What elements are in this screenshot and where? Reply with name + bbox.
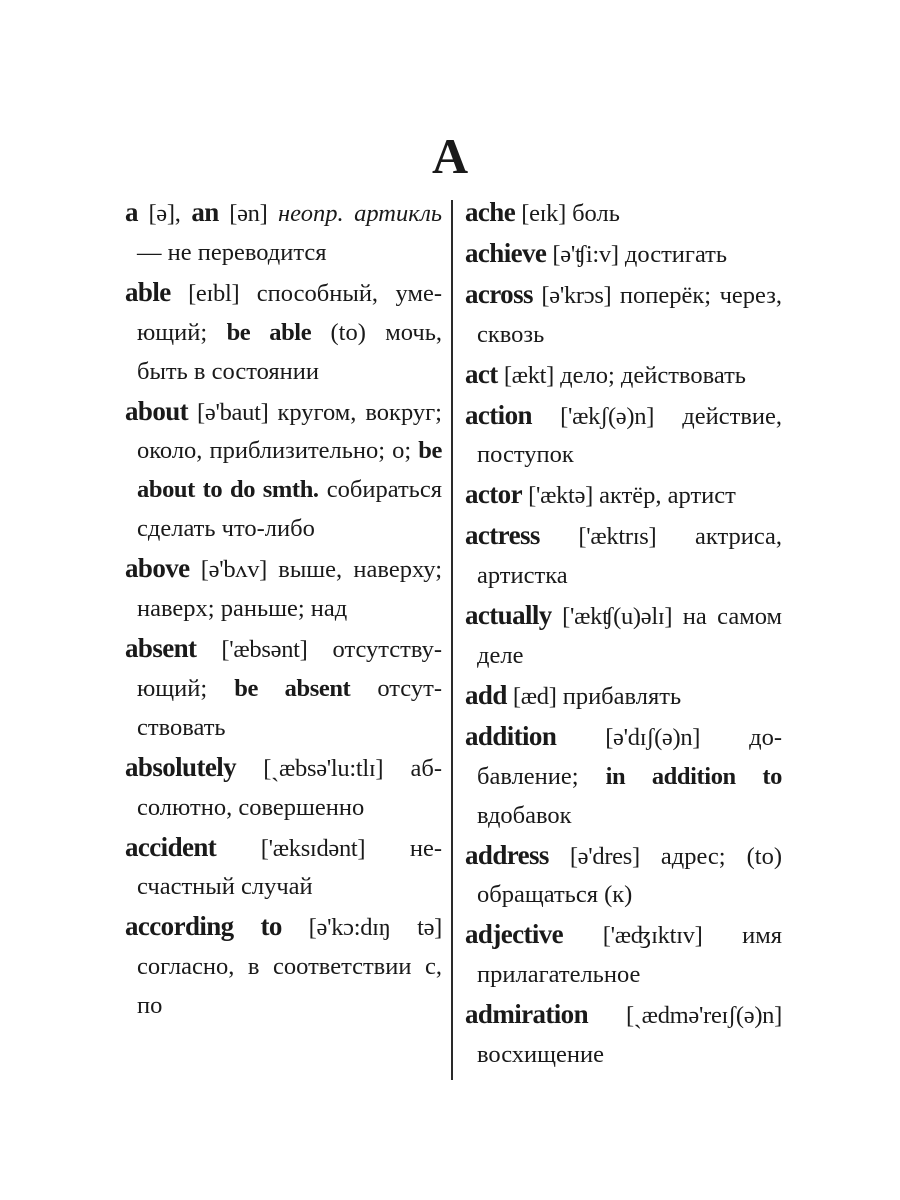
transcription: ['æktə] bbox=[528, 482, 593, 510]
headword: able bbox=[125, 276, 171, 307]
transcription: [eɪk] bbox=[521, 200, 566, 227]
definition: адрес; (to) обращаться (к) bbox=[477, 842, 782, 909]
headword: addition bbox=[465, 720, 557, 751]
definition: абсолютно, совершенно bbox=[137, 754, 442, 821]
headword: a bbox=[125, 197, 138, 227]
definition bbox=[556, 724, 605, 751]
dictionary-entry bbox=[125, 907, 442, 1026]
transcription: [ə] bbox=[148, 200, 175, 227]
transcription: ['ækʃ(ə)n] bbox=[560, 402, 655, 430]
dictionary-entry bbox=[125, 748, 442, 828]
definition: достигать bbox=[618, 240, 728, 268]
transcription: [ækt] bbox=[503, 361, 555, 389]
headword: according to bbox=[125, 911, 282, 942]
definition: (to) мочь, быть в состоянии bbox=[137, 318, 442, 385]
transcription: [ən] bbox=[229, 200, 268, 227]
definition: , bbox=[174, 200, 192, 227]
headword: above bbox=[125, 553, 190, 584]
definition: актриса, артистка bbox=[477, 523, 782, 590]
dictionary-column-left bbox=[125, 193, 442, 1026]
phrase: in addition to bbox=[605, 762, 782, 790]
definition bbox=[532, 403, 560, 430]
dictionary-entry bbox=[125, 273, 442, 392]
definition bbox=[236, 755, 263, 782]
definition bbox=[549, 843, 570, 870]
dictionary-entry bbox=[465, 676, 782, 717]
headword: accident bbox=[125, 831, 217, 862]
definition: действие, поступок bbox=[477, 402, 782, 469]
transcription: [ə'ʧi:v] bbox=[552, 240, 619, 268]
transcription: [ə'dɪʃ(ə)n] bbox=[605, 723, 701, 751]
headword: action bbox=[465, 399, 532, 430]
dictionary-entry bbox=[465, 396, 782, 476]
dictionary-entry bbox=[465, 516, 782, 596]
definition bbox=[219, 200, 230, 227]
headword: admiration bbox=[465, 999, 589, 1030]
dictionary-column-right bbox=[465, 193, 782, 1075]
dictionary-entry bbox=[465, 475, 782, 516]
headword: absent bbox=[125, 632, 197, 663]
transcription: ['æʤɪktɪv] bbox=[602, 922, 703, 950]
headword: act bbox=[465, 358, 498, 389]
dictionary-entry bbox=[465, 355, 782, 396]
definition bbox=[540, 523, 579, 550]
headword: about bbox=[125, 395, 189, 426]
definition: актёр, артист bbox=[593, 482, 736, 510]
headword: address bbox=[465, 839, 549, 870]
definition: согласно, в соответствии с, по bbox=[137, 953, 442, 1020]
dictionary-entry bbox=[125, 392, 442, 550]
definition bbox=[282, 914, 309, 941]
dictionary-entry bbox=[465, 836, 782, 916]
section-letter-heading: A bbox=[431, 128, 469, 184]
headword: an bbox=[191, 197, 219, 227]
headword: across bbox=[465, 278, 533, 309]
definition: поперёк; через, сквозь bbox=[477, 281, 782, 348]
dictionary-entry bbox=[465, 275, 782, 355]
definition: кругом, вокруг; около, приблизительно; о; bbox=[137, 398, 442, 465]
definition bbox=[196, 636, 221, 663]
headword: absolutely bbox=[125, 751, 237, 782]
definition bbox=[190, 556, 201, 583]
transcription: ['æbsənt] bbox=[221, 635, 308, 663]
definition: несчастный случай bbox=[137, 834, 442, 901]
dictionary-entry bbox=[465, 234, 782, 275]
definition bbox=[171, 280, 188, 307]
transcription: [ə'baut] bbox=[197, 398, 269, 426]
column-divider bbox=[451, 200, 453, 1080]
dictionary-entry bbox=[465, 717, 782, 836]
phrase: be able bbox=[226, 318, 312, 346]
phrase: be absent bbox=[234, 674, 351, 702]
headword: add bbox=[465, 679, 507, 710]
definition: выше, наверху; наверх; раньше; над bbox=[137, 556, 442, 623]
headword: achieve bbox=[465, 237, 547, 268]
grammar-note: неопр. артикль bbox=[278, 200, 443, 227]
definition: на самом деле bbox=[477, 603, 782, 669]
definition: восхищение bbox=[477, 1041, 605, 1069]
definition bbox=[563, 922, 603, 949]
definition: прибавлять bbox=[556, 682, 682, 710]
transcription: [ə'dres] bbox=[569, 842, 640, 870]
dictionary-entry bbox=[125, 549, 442, 629]
headword: actor bbox=[465, 479, 522, 510]
transcription: [eɪbl] bbox=[188, 279, 240, 307]
headword: adjective bbox=[465, 919, 564, 950]
headword: actually bbox=[465, 600, 552, 631]
definition: вдобавок bbox=[477, 801, 572, 829]
definition: боль bbox=[565, 200, 620, 227]
definition bbox=[216, 835, 261, 862]
dictionary-entry bbox=[465, 193, 782, 234]
definition bbox=[552, 603, 562, 630]
definition: собираться сделать что-либо bbox=[137, 476, 443, 543]
transcription: ['æksɪdənt] bbox=[260, 834, 366, 862]
transcription: [ˏæbsə'lu:tlɪ] bbox=[263, 754, 384, 782]
dictionary-entry bbox=[465, 995, 782, 1075]
phrase: be about to do smth. bbox=[137, 437, 442, 504]
transcription: [ˏædmə'reɪʃ(ə)n] bbox=[625, 1002, 782, 1030]
transcription: [ə'kɔ:dɪŋ tə] bbox=[308, 914, 443, 942]
transcription: [æd] bbox=[512, 682, 557, 710]
headword: ache bbox=[465, 197, 516, 227]
transcription: ['æktrɪs] bbox=[578, 523, 657, 551]
definition bbox=[268, 200, 279, 227]
transcription: [ə'bʌv] bbox=[200, 556, 268, 584]
definition bbox=[188, 399, 197, 426]
transcription: ['ækʧ(u)əlɪ] bbox=[562, 603, 673, 631]
dictionary-entry bbox=[125, 629, 442, 748]
definition: дело; действовать bbox=[554, 361, 746, 389]
definition: отсутствовать bbox=[137, 674, 442, 741]
definition: — не переводится bbox=[137, 238, 327, 266]
definition: имя прилагательное bbox=[477, 922, 782, 989]
definition bbox=[138, 200, 149, 227]
definition bbox=[588, 1002, 626, 1029]
dictionary-entry bbox=[125, 193, 442, 273]
definition: способный, умеющий; bbox=[137, 279, 442, 346]
dictionary-entry bbox=[125, 828, 442, 908]
dictionary-entry bbox=[465, 915, 782, 995]
dictionary-entry bbox=[465, 596, 782, 676]
headword: actress bbox=[465, 520, 540, 551]
transcription: [ə'krɔs] bbox=[541, 281, 612, 309]
definition: добавление; bbox=[477, 723, 783, 790]
definition: отсутствующий; bbox=[137, 635, 442, 702]
